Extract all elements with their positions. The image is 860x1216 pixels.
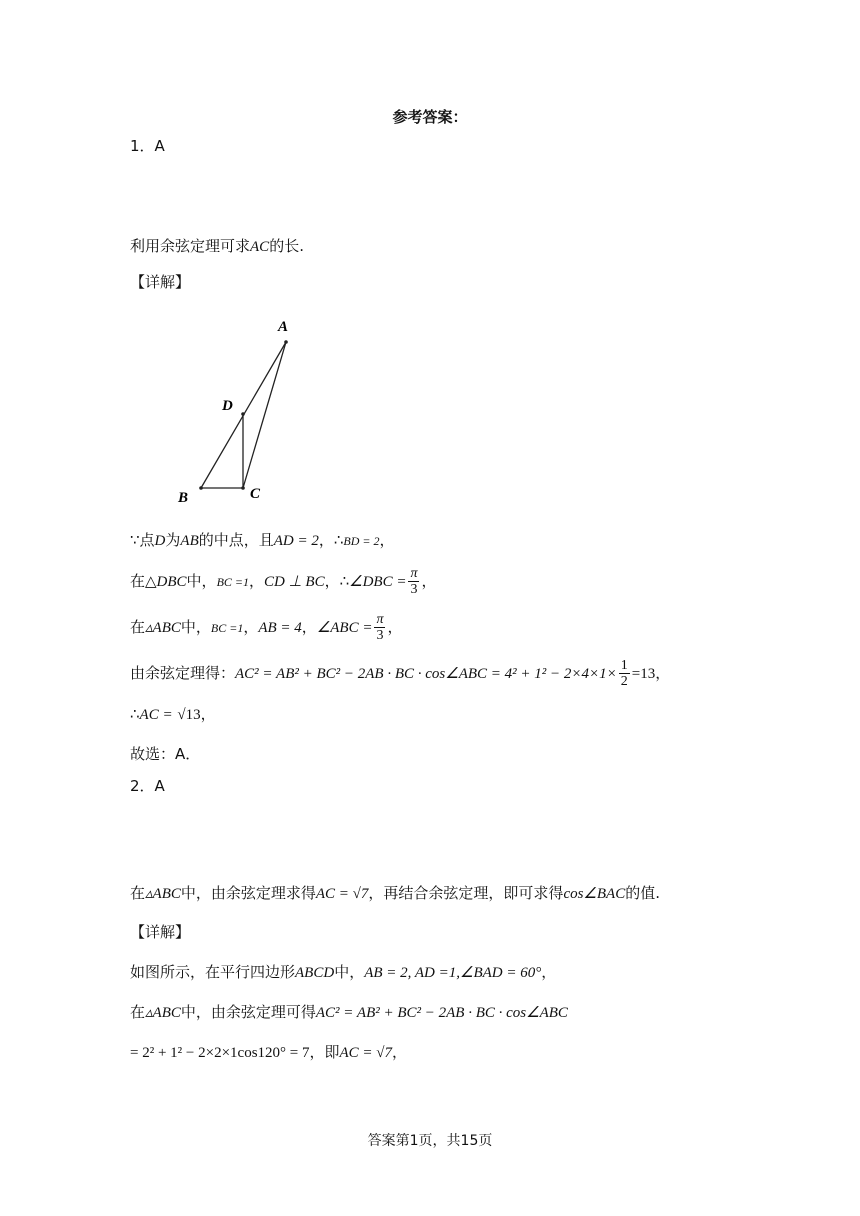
q1-line-5: ∴AC = √13， [130, 705, 216, 723]
fraction-one-half: $\frac{1}{2}$ [620, 658, 628, 689]
point-a [284, 340, 288, 344]
label-d: D [222, 398, 233, 414]
label-c: C [250, 486, 261, 502]
q1-hint-var: AC [250, 239, 270, 255]
segment-ac [243, 342, 286, 488]
q1-answer: 1．A [130, 137, 165, 155]
label-b: B [178, 490, 189, 506]
q1-hint-text: 利用余弦定理可求 [130, 237, 251, 255]
fraction-pi-over-3: $\frac{\pi}{3}$ [410, 566, 418, 597]
q1-line-3: 在▵ABC中，BC =1，AB = 4，∠ABC = $\frac{\pi}{3}$ ， [130, 612, 403, 643]
q2-answer: 2．A [130, 777, 165, 795]
page-footer: 答案第1页，共15页 [367, 1133, 493, 1149]
q2-line-2: 在▵ABC中，由余弦定理可得AC² = AB² + BC² − 2AB · BC · cos∠ABC [130, 1003, 568, 1021]
point-d [241, 412, 245, 416]
q1-line-2: 在△DBC中，BC =1，CD ⊥ BC，∴∠DBC = $\frac{\pi}{3}$ ， [130, 566, 437, 597]
point-b [199, 486, 203, 490]
q1-hint-tail: 的长. [269, 237, 304, 255]
fraction-pi-over-3: $\frac{\pi}{3}$ [376, 612, 384, 643]
q2-line-1: 如图所示，在平行四边形ABCD中，AB = 2, AD =1,∠BAD = 60°， [130, 963, 557, 981]
q1-line-4: 由余弦定理得：AC² = AB² + BC² − 2AB · BC · cos∠ABC = 4² + 1² − 2×4×1× $\frac{1}{2}$ =13， [130, 658, 671, 689]
q1-line-1: ∵点D为AB的中点，且AD = 2，∴BD = 2， [130, 531, 395, 549]
q1-conclusion: 故选：A． [130, 745, 201, 763]
triangle-figure [170, 312, 310, 512]
q1-hint [130, 236, 304, 257]
point-c [241, 486, 245, 490]
q2-hint: 在▵ABC中，由余弦定理求得AC = √7，再结合余弦定理，即可求得cos∠BAC的值. [130, 884, 660, 902]
q2-line-3: = 2² + 1² − 2×2×1cos120° = 7，即AC = √7， [130, 1043, 408, 1061]
q2-detail-header: 【详解】 [130, 923, 191, 941]
q1-detail-header: 【详解】 [130, 273, 191, 291]
page-title: 参考答案： [392, 108, 468, 126]
label-a: A [278, 319, 289, 335]
